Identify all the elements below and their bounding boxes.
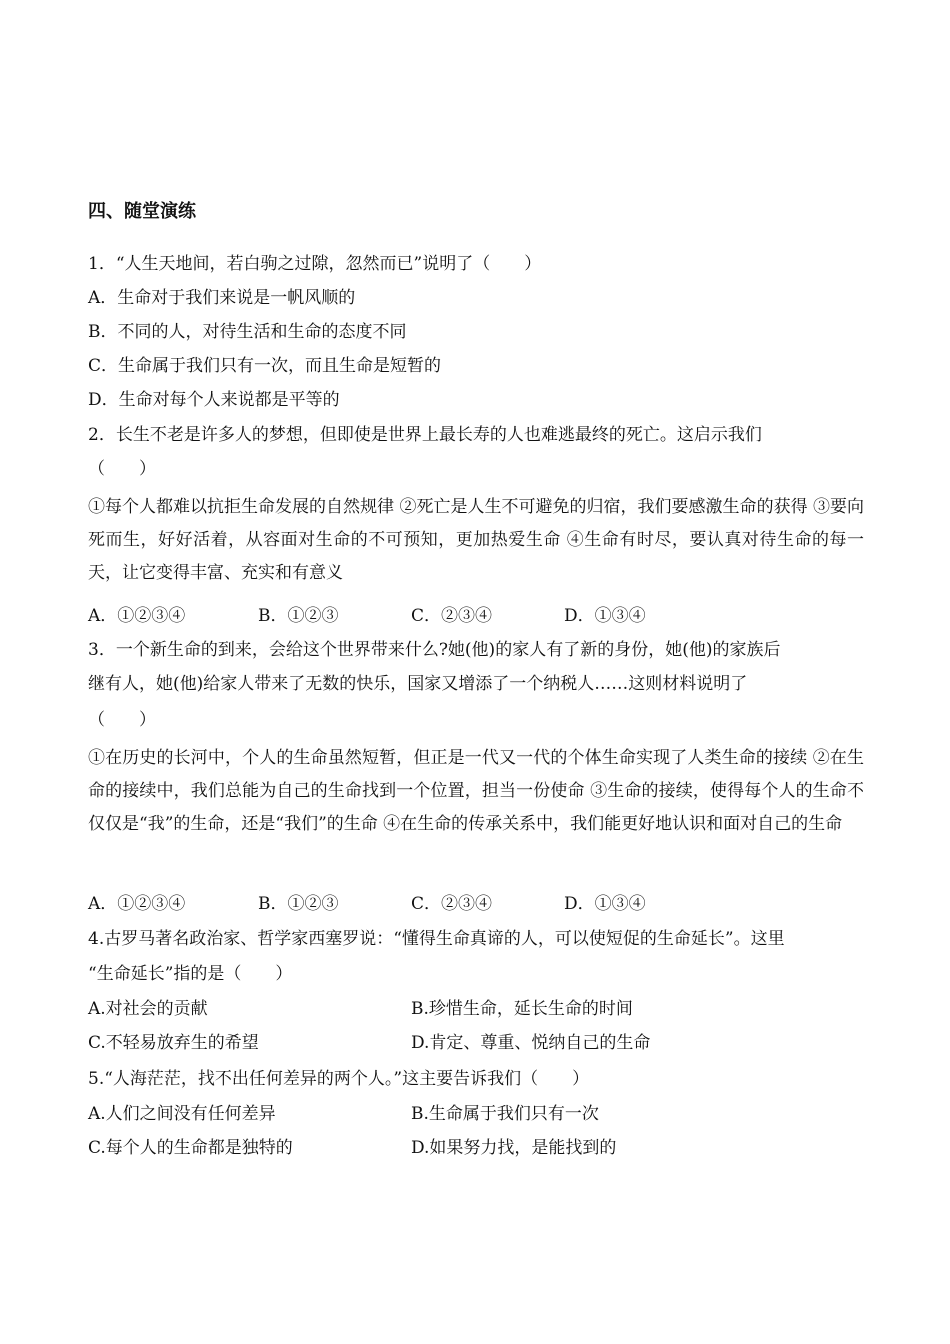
q5-option-c: C.每个人的生命都是独特的 [88,1138,293,1158]
q2-stem-line2: （ ） [88,459,156,479]
q5-option-a: A.人们之间没有任何差异 [88,1104,276,1124]
q5-option-d: D.如果努力找，是能找到的 [411,1138,617,1158]
q1-option-a: A．生命对于我们来说是一帆风顺的 [88,288,356,308]
q2-stem-line1: 2．长生不老是许多人的梦想，但即使是世界上最长寿的人也难逃最终的死亡。这启示我们 [88,425,762,445]
q4-stem-line1: 4.古罗马著名政治家、哲学家西塞罗说：“懂得生命真谛的人，可以使短促的生命延长”。这里 [88,929,785,949]
q4-stem-line2: “生命延长”指的是（ ） [88,964,293,984]
q1-stem: 1．“人生天地间，若白驹之过隙，忽然而已”说明了（ ） [88,254,542,274]
q4-option-b: B.珍惜生命，延长生命的时间 [411,999,633,1019]
q3-stem-line2: 继有人，她(他)给家人带来了无数的快乐，国家又增添了一个纳税人……这则材料说明了 [88,674,748,694]
q4-option-d: D.肯定、尊重、悦纳自己的生命 [411,1033,651,1053]
q1-option-b: B．不同的人，对待生活和生命的态度不同 [88,322,407,342]
q3-option-a: A．①②③④ [88,894,186,914]
q5-stem: 5.“人海茫茫，找不出任何差异的两个人。”这主要告诉我们（ ） [88,1069,590,1089]
q1-option-c: C．生命属于我们只有一次，而且生命是短暂的 [88,356,442,376]
q2-option-b: B．①②③ [258,606,339,626]
q1-option-d: D．生命对每个人来说都是平等的 [88,390,340,410]
q3-statements: ①在历史的长河中，个人的生命虽然短暂，但正是一代又一代的个体生命实现了人类生命的接续 ②在生命的接续中，我们总能为自己的生命找到一个位置，担当一份使命 ③生命的接续，使得每个人的生命不仅仅是“我”的生命，还是“我们”的生命 ④在生命的传承关系中，我们能更好地认识和面对自己的生命 [88,748,864,834]
q3-option-b: B．①②③ [258,894,339,914]
q3-option-c: C．②③④ [411,894,493,914]
q3-stem-line1: 3．一个新生命的到来，会给这个世界带来什么?她(他)的家人有了新的身份，她(他)的家族后 [88,640,781,660]
q2-option-a: A．①②③④ [88,606,186,626]
q5-option-b: B.生命属于我们只有一次 [411,1104,599,1124]
q4-option-c: C.不轻易放弃生的希望 [88,1033,259,1053]
q2-statements: ①每个人都难以抗拒生命发展的自然规律 ②死亡是人生不可避免的归宿，我们要感激生命的获得 ③要向死而生，好好活着，从容面对生命的不可预知，更加热爱生命 ④生命有时尽，要认真对待生命的每一天，让它变得丰富、充实和有意义 [88,497,864,583]
q3-option-d: D．①③④ [564,894,646,914]
section-title: 四、随堂演练 [88,201,196,222]
q2-option-c: C．②③④ [411,606,493,626]
q3-stem-line3: （ ） [88,710,156,730]
q2-option-d: D．①③④ [564,606,646,626]
q4-option-a: A.对社会的贡献 [88,999,208,1019]
